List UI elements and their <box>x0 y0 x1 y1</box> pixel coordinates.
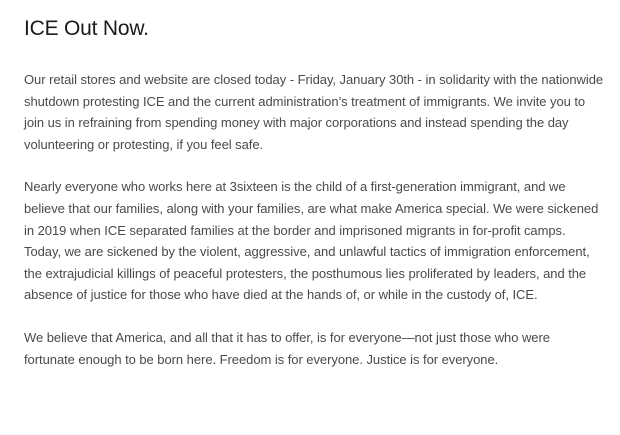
closure-paragraph: Our retail stores and website are closed today - Friday, January 30th - in solidarity with the nationwide shutdown protesting ICE and the current administration’s treatment of immigrants. We invite you to join us in refraining from spending money with major corporations and instead spending the day volunteering or protesting, if you feel safe. <box>24 72 604 152</box>
page-title: ICE Out Now. <box>24 17 149 40</box>
closure-notice <box>24 0 604 391</box>
belief-paragraph: We believe that America, and all that it has to offer, is for everyone—not just those who were fortunate enough to be born here. Freedom is for everyone. Justice is for everyone. <box>24 329 550 367</box>
notice-body <box>24 69 604 370</box>
team-statement-paragraph: Nearly everyone who works here at 3sixteen is the child of a first-generation immigrant, and we believe that our families, along with your families, are what make America special. We were sickened in 2019 when ICE separated families at the border and imprisoned migrants in for-profit camps. Today, we are sickened by the violent, aggressive, and unlawful tactics of immigration enforcement, the extrajudicial killings of peaceful protesters, the posthumous lies proliferated by leaders, and the absence of justice for those who have died at the hands of, or while in the custody of, ICE. <box>24 179 599 303</box>
